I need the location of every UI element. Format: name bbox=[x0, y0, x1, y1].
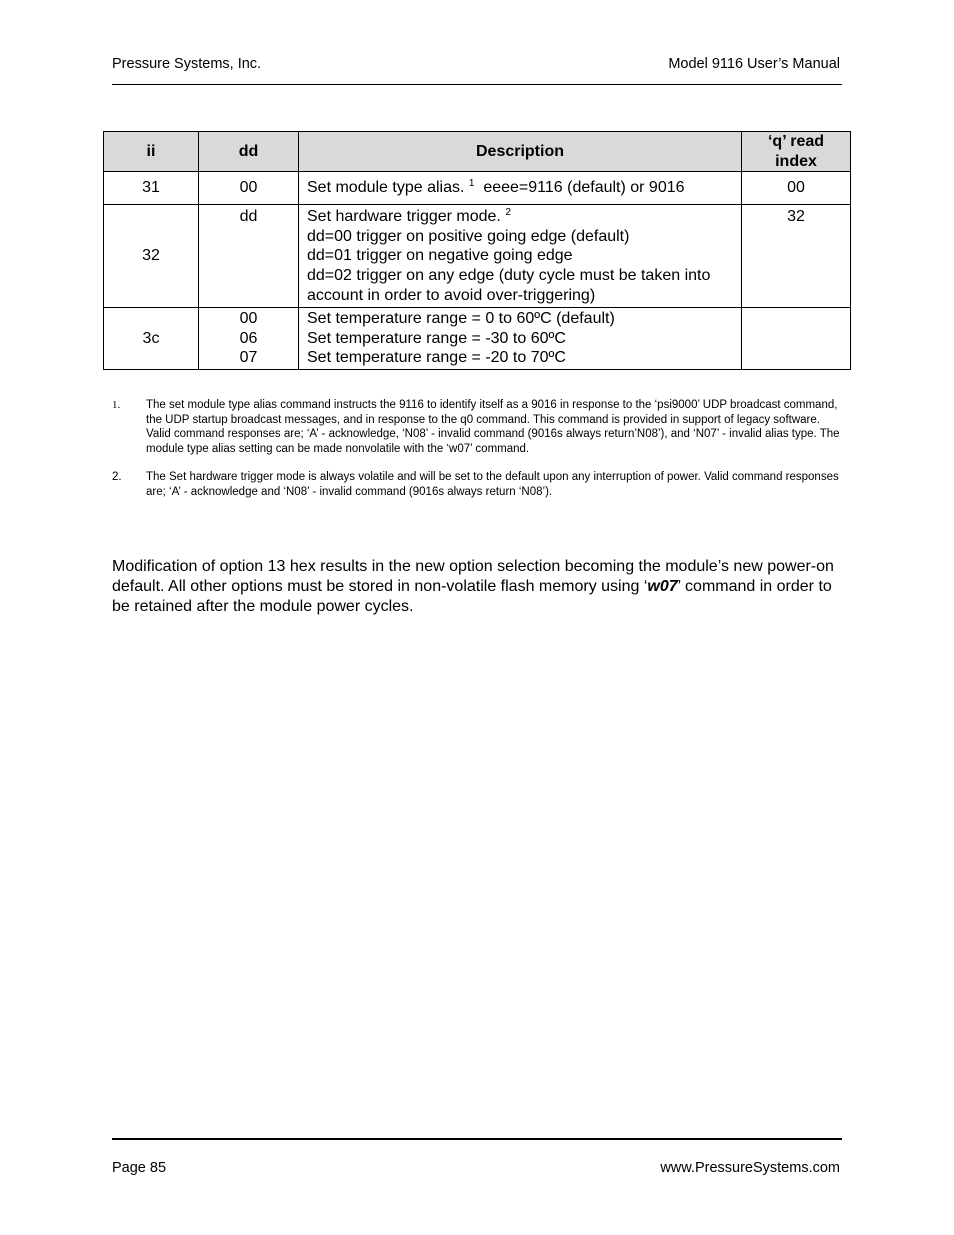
desc-line: Set temperature range = -30 to 60ºC bbox=[307, 329, 566, 347]
footnotes bbox=[112, 398, 842, 513]
cell-ii: 3c bbox=[104, 308, 199, 370]
desc-line: dd=01 trigger on negative going edge bbox=[307, 247, 573, 265]
footnote-ref: 1 bbox=[468, 178, 475, 190]
cell-description bbox=[299, 172, 742, 205]
header-q-line1: ‘q’ read bbox=[767, 133, 825, 150]
desc-line: Set temperature range = -20 to 70ºC bbox=[307, 349, 566, 367]
dd-value: 00 bbox=[239, 310, 258, 328]
footnote bbox=[112, 470, 842, 499]
table-row bbox=[104, 205, 851, 308]
footnote-text: The set module type alias command instructs the 9116 to identify itself as a 9016 in response to the ‘psi9000’ UDP broadcast command, the UDP startup broadcast messages, and in response to the q0 command. This command is provided in support of legacy software. Valid command responses are; ‘A’ - acknowledge, ‘N08’ - invalid command (9016s always return’N08’), and ‘N07’ - invalid alias type. The module type alias setting can be made nonvolatile with the ‘w07’ command. bbox=[146, 399, 840, 455]
cell-q-index bbox=[742, 308, 851, 370]
desc-line: dd=02 trigger on any edge (duty cycle must be taken into account in order to avoid over-triggering) bbox=[307, 266, 711, 304]
footnote-number: 2. bbox=[112, 471, 122, 483]
header-q-read-index bbox=[742, 132, 851, 172]
footnote-ref: 2 bbox=[505, 207, 511, 219]
cell-dd bbox=[199, 308, 299, 370]
desc-main: Set hardware trigger mode. bbox=[307, 208, 501, 226]
command-table bbox=[103, 131, 851, 370]
header-q-line2: index bbox=[775, 152, 817, 170]
desc-rest: eeee=9116 (default) or 9016 bbox=[483, 179, 685, 197]
dd-value: 07 bbox=[239, 349, 258, 367]
website-url: www.PressureSystems.com bbox=[660, 1160, 840, 1176]
desc-main: Set module type alias. bbox=[307, 179, 465, 197]
desc-line: dd=00 trigger on positive going edge (default) bbox=[307, 227, 630, 245]
dd-value: 06 bbox=[239, 329, 258, 347]
body-paragraph bbox=[112, 557, 842, 617]
page-number: Page 85 bbox=[112, 1160, 167, 1176]
paragraph-text-before: Modification of option 13 hex results in the new option selection becoming the module’s new power-on default. All other options must be stored in non-volatile flash memory using ‘ bbox=[112, 558, 834, 595]
footnote bbox=[112, 398, 842, 456]
footnote-number: 1. bbox=[112, 399, 121, 411]
header-rule bbox=[112, 84, 842, 85]
footer-rule bbox=[112, 1138, 842, 1140]
header-dd: dd bbox=[199, 132, 299, 172]
footnote-text: The Set hardware trigger mode is always volatile and will be set to the default upon any interruption of power. Valid command responses are; ‘A’ - acknowledge and ‘N08’ - invalid command (9016s always return ‘N08’). bbox=[146, 471, 839, 498]
cell-ii: 32 bbox=[104, 205, 199, 308]
table-header-row bbox=[104, 132, 851, 172]
paragraph-text-after: ’ command in order to be retained after the module power cycles. bbox=[112, 578, 832, 615]
cell-ii: 31 bbox=[104, 172, 199, 205]
cell-dd: 00 bbox=[199, 172, 299, 205]
header-company: Pressure Systems, Inc. bbox=[112, 56, 262, 72]
cell-dd: dd bbox=[199, 205, 299, 308]
header-manual-title: Model 9116 User’s Manual bbox=[668, 56, 840, 72]
cell-description bbox=[299, 308, 742, 370]
command-w07: w07 bbox=[647, 578, 678, 595]
table-row bbox=[104, 308, 851, 370]
table-row bbox=[104, 172, 851, 205]
cell-q-index: 32 bbox=[742, 205, 851, 308]
header-ii: ii bbox=[104, 132, 199, 172]
cell-description bbox=[299, 205, 742, 308]
header-description: Description bbox=[299, 132, 742, 172]
cell-q-index: 00 bbox=[742, 172, 851, 205]
desc-line: Set temperature range = 0 to 60ºC (default) bbox=[307, 310, 615, 328]
